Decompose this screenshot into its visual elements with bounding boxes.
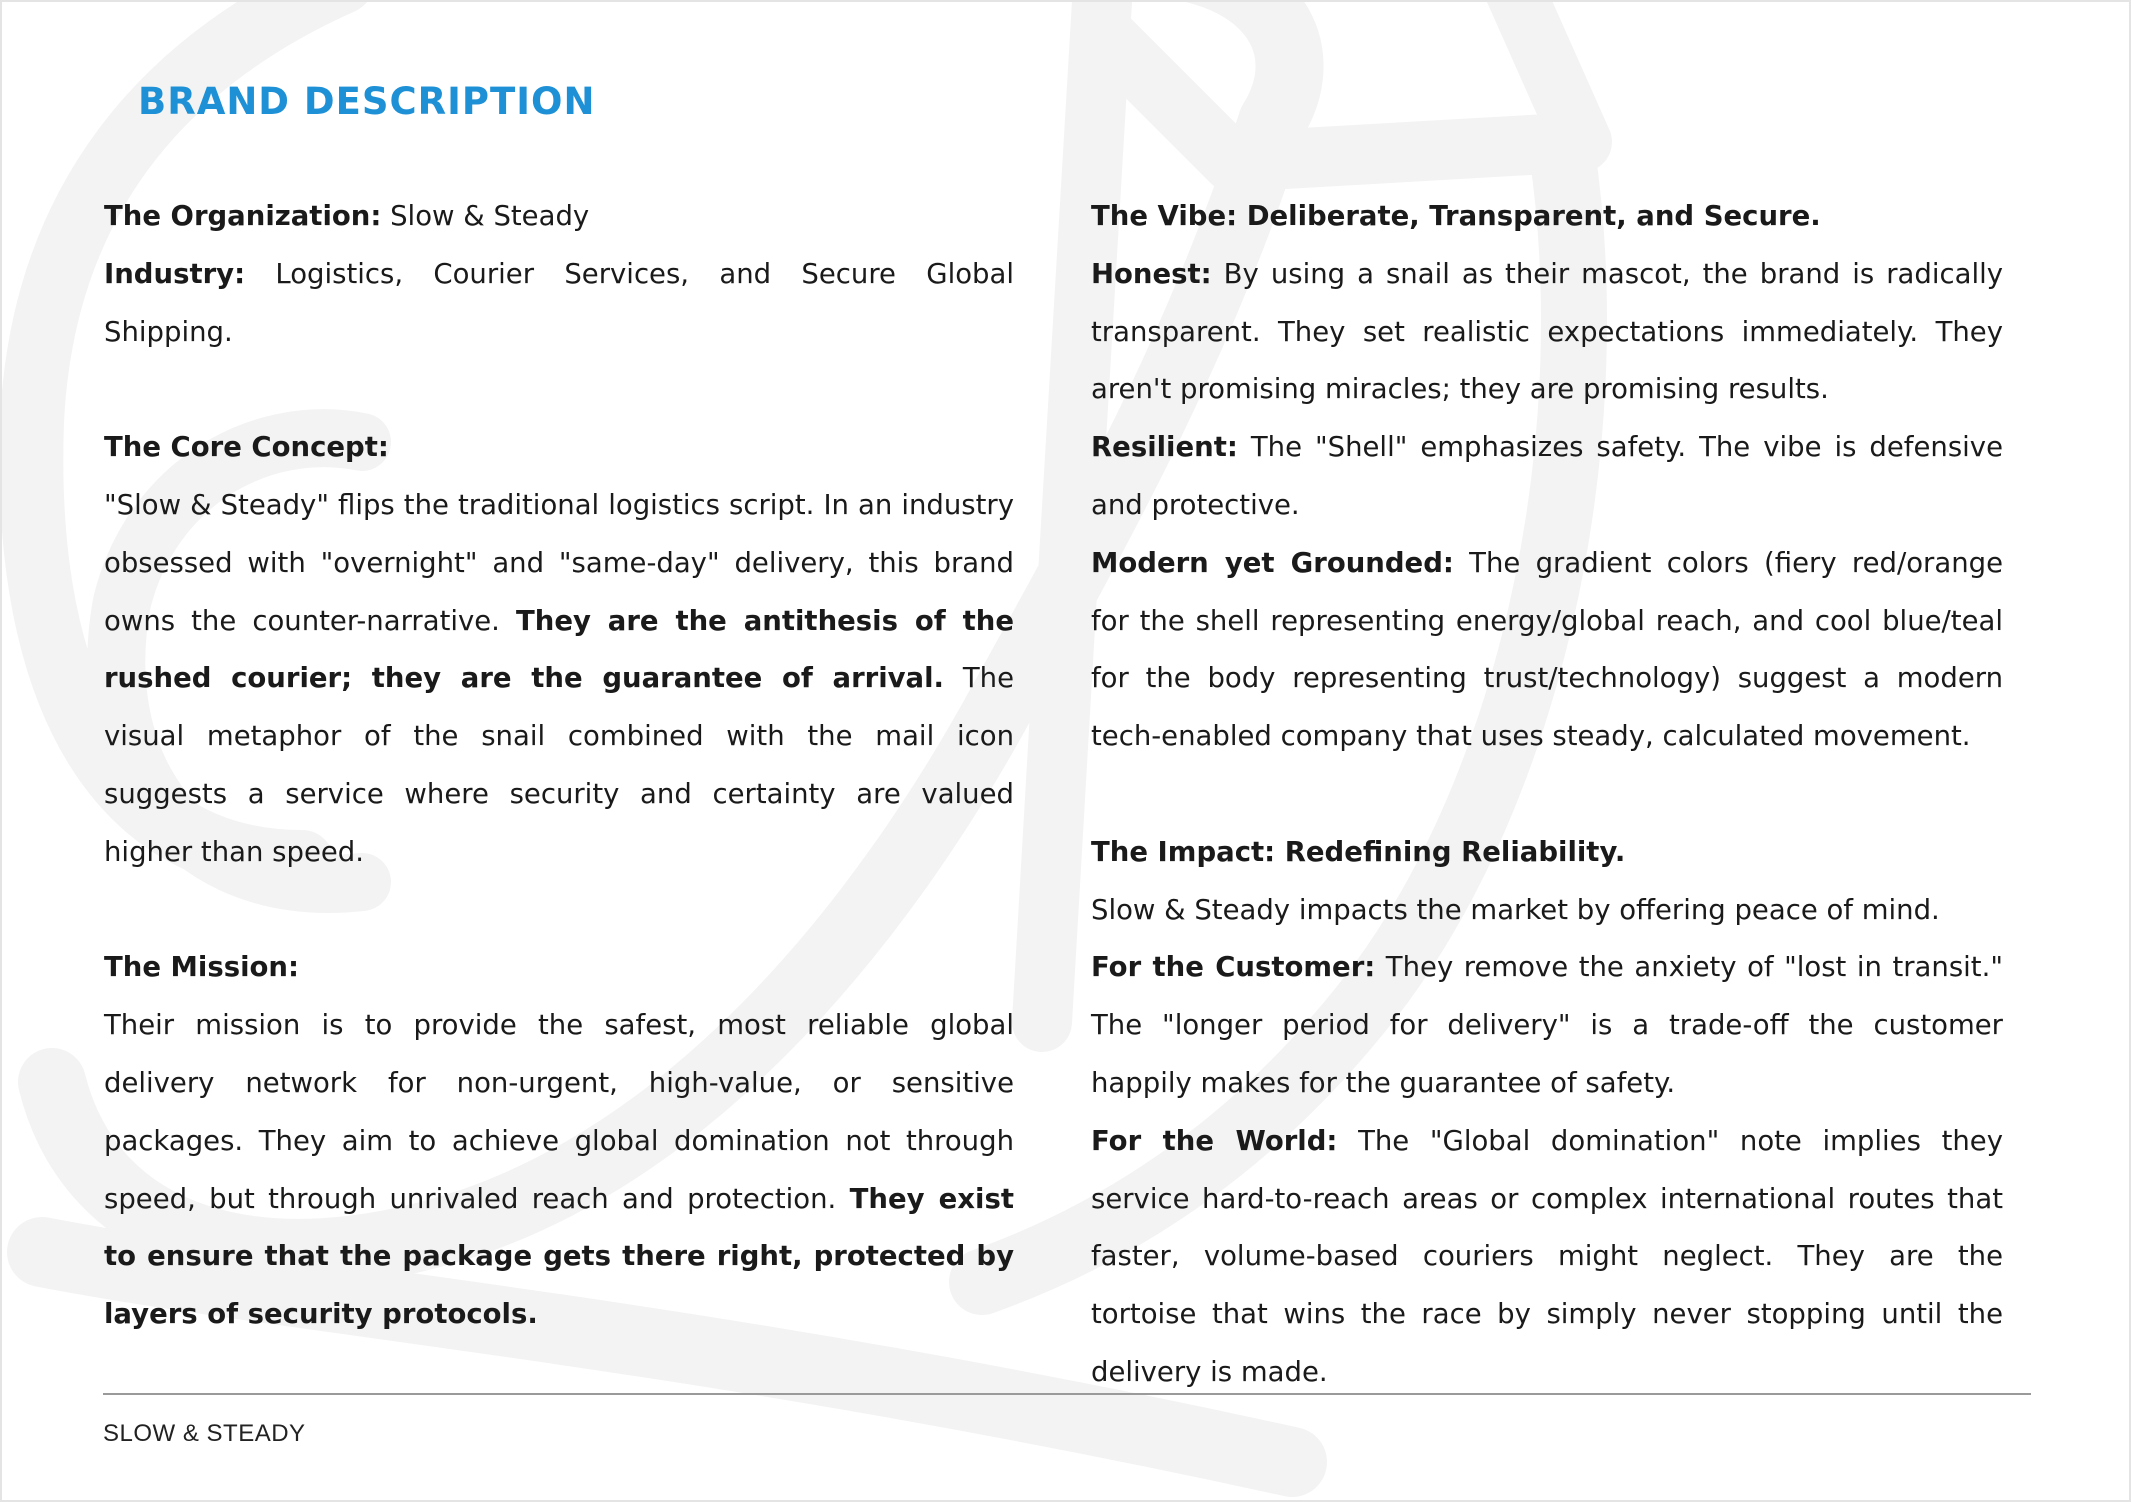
honest-text: By using a snail as their mascot, the brand is radically transparent. They set realistic expectations immediately. They aren't promising miracles; they are promising results. — [1091, 257, 2003, 406]
industry-label: Industry: — [104, 257, 246, 290]
core-concept-paragraph — [104, 477, 1014, 882]
modern-text: The gradient colors (fiery red/orange for the shell representing energy/global reach, and cool blue/teal for the body representing trust/technology) suggest a modern tech-enabled company that uses steady, calculated movement. — [1091, 546, 2003, 753]
modern-paragraph — [1091, 535, 2003, 766]
impact-text: Slow & Steady impacts the market by offering peace of mind. — [1091, 893, 1940, 926]
customer-paragraph — [1091, 939, 2003, 1112]
impact-paragraph — [1091, 882, 2003, 940]
resilient-label: Resilient: — [1091, 431, 1238, 464]
honest-paragraph — [1091, 246, 2003, 419]
modern-label: Modern yet Grounded: — [1091, 546, 1454, 579]
resilient-text: The "Shell" emphasizes safety. The vibe is defensive and protective. — [1091, 431, 2003, 521]
organization-value: Slow & Steady — [381, 200, 590, 232]
footer-brand-name: SLOW & STEADY — [103, 1420, 306, 1447]
organization-line — [104, 188, 1014, 246]
impact-heading — [1091, 824, 2003, 882]
mission-text: Their mission is to provide the safest, most reliable global delivery network for non-urgent, high-value, or sensitive packages. They aim to achieve global domination not through speed, but through unrivaled reach and protection. — [104, 1009, 1014, 1215]
honest-label: Honest: — [1091, 257, 1212, 290]
core-concept-heading — [104, 419, 1014, 477]
core-concept-text-1: "Slow & Steady" flips the traditional logistics script. In an industry obsessed with "overnight" and "same-day" delivery, this brand owns the counter-narrative. — [104, 488, 1014, 637]
right-column — [1091, 188, 2003, 1402]
page-title: BRAND DESCRIPTION — [138, 80, 596, 123]
footer-divider — [103, 1393, 2031, 1395]
customer-label: For the Customer: — [1091, 951, 1376, 984]
vibe-heading-text: The Vibe: Deliberate, Transparent, and Secure. — [1091, 200, 1821, 232]
industry-line — [104, 246, 1014, 362]
organization-label: The Organization: — [104, 200, 382, 232]
customer-text: They remove the anxiety of "lost in transit." The "longer period for delivery" is a trade-off the customer happily makes for the guarantee of safety. — [1091, 951, 2003, 1099]
industry-value: Logistics, Courier Services, and Secure Global Shipping. — [104, 257, 1014, 348]
world-label: For the World: — [1091, 1124, 1338, 1157]
mission-bold: They exist to ensure that the package gets there right, protected by layers of security protocols. — [104, 1182, 1014, 1331]
mission-heading — [104, 939, 1014, 997]
resilient-paragraph — [1091, 419, 2003, 535]
mission-paragraph — [104, 997, 1014, 1344]
core-concept-text-2: The visual metaphor of the snail combined with the mail icon suggests a service where security and certainty are valued higher than speed. — [104, 662, 1015, 868]
core-concept-bold: They are the antithesis of the rushed courier; they are the guarantee of arrival. — [104, 604, 1014, 695]
world-paragraph — [1091, 1113, 2003, 1402]
world-text: The "Global domination" note implies they service hard-to-reach areas or complex international routes that faster, volume-based couriers might neglect. They are the tortoise that wins the race by simply never stopping until the delivery is made. — [1091, 1124, 2003, 1388]
impact-heading-text: The Impact: Redefining Reliability. — [1091, 835, 1626, 868]
core-concept-heading-text: The Core Concept: — [104, 431, 389, 464]
mission-heading-text: The Mission: — [104, 951, 299, 984]
vibe-heading — [1091, 188, 2003, 246]
left-column — [104, 188, 1014, 1344]
